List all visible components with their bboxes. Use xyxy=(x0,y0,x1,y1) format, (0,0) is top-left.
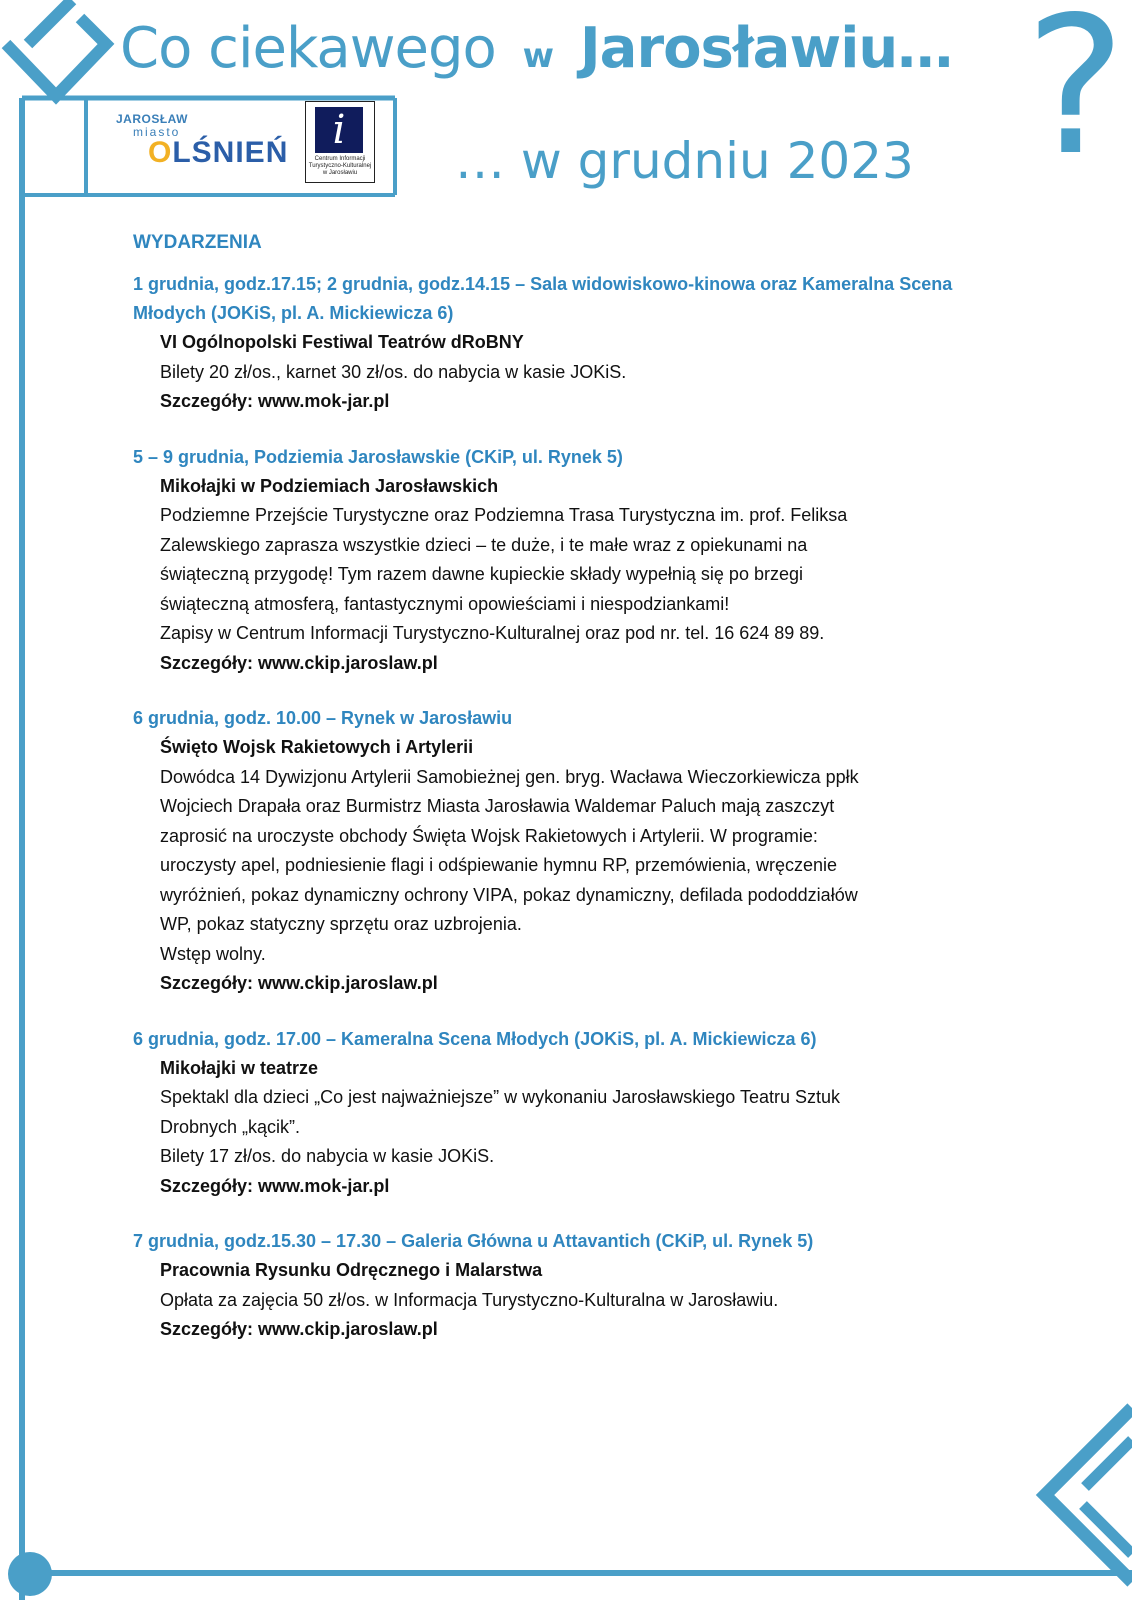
events-list xyxy=(133,270,1003,1345)
event-details-link[interactable]: Szczegóły: www.mok-jar.pl xyxy=(160,391,390,411)
event-name: Święto Wojsk Rakietowych i Artylerii xyxy=(160,737,474,757)
city-logo xyxy=(113,110,289,180)
event-item xyxy=(133,443,1003,679)
event-header: 7 grudnia, godz.15.30 – 17.30 – Galeria Główna u Attavantich (CKiP, ul. Rynek 5) xyxy=(133,1231,814,1251)
event-description-line: Drobnych „kącik”. xyxy=(160,1116,301,1137)
event-item xyxy=(133,1227,1003,1345)
event-header: 6 grudnia, godz. 10.00 – Rynek w Jarosławiu xyxy=(133,708,513,728)
event-body xyxy=(160,328,1003,417)
event-name: Pracownia Rysunku Odręcznego i Malarstwa xyxy=(160,1260,543,1280)
event-details-link[interactable]: Szczegóły: www.ckip.jaroslaw.pl xyxy=(160,652,438,673)
event-item xyxy=(133,704,1003,999)
event-description-line: WP, pokaz statyczny sprzętu oraz uzbrojenia. xyxy=(160,914,522,934)
section-title: WYDARZENIA xyxy=(133,232,262,253)
event-details-link[interactable]: Szczegóły: www.ckip.jaroslaw.pl xyxy=(160,973,438,993)
info-center-logo xyxy=(305,101,375,183)
event-description-line: Wojciech Drapała oraz Burmistrz Miasta Jarosławia Waldemar Paluch mają zaszczyt xyxy=(160,796,835,816)
city-logo-rest: LŚNIEŃ xyxy=(172,136,289,169)
event-description-line: wyróżnień, pokaz dynamiczny ochrony VIPA, pokaz dynamiczny, defilada pododdziałów xyxy=(160,884,858,905)
title-part-2: w xyxy=(522,36,554,76)
event-item xyxy=(133,1025,1003,1202)
city-logo-mid: miasto xyxy=(133,125,181,139)
page-title xyxy=(120,16,1020,89)
event-header: 6 grudnia, godz. 17.00 – Kameralna Scena Młodych (JOKiS, pl. A. Mickiewicza 6) xyxy=(133,1028,817,1049)
event-body xyxy=(160,1054,1003,1202)
event-description-line: Dowódca 14 Dywizjonu Artylerii Samobieżnej gen. bryg. Wacława Wieczorkiewicza ppłk xyxy=(160,766,859,787)
event-name: VI Ogólnopolski Festiwal Teatrów dRoBNY xyxy=(160,332,524,352)
event-description-line: Bilety 17 zł/os. do nabycia w kasie JOKiS. xyxy=(160,1146,495,1166)
city-logo-top: JAROSŁAW xyxy=(116,112,189,126)
city-logo-word xyxy=(148,136,288,170)
event-description-line: Spektakl dla dzieci „Co jest najważniejsze” w wykonaniu Jarosławskiego Teatru Sztuk xyxy=(160,1087,840,1107)
event-description-line: Wstęp wolny. xyxy=(160,943,266,964)
event-body xyxy=(160,472,1003,679)
event-header: 1 grudnia, godz.17.15; 2 grudnia, godz.14.15 – Sala widowiskowo-kinowa oraz Kameralna Scena Młodych (JOKiS, pl. A. Mickiewicza 6) xyxy=(133,274,953,323)
info-center-caption: Centrum Informacji Turystyczno-Kulturalnej w Jarosławiu xyxy=(308,156,372,176)
city-logo-letter: O xyxy=(148,136,173,169)
event-details-link[interactable]: Szczegóły: www.ckip.jaroslaw.pl xyxy=(160,1319,438,1339)
event-description-line: świąteczną atmosferą, fantastycznymi opowieściami i niespodziankami! xyxy=(160,593,730,614)
event-description-line: Opłata za zajęcia 50 zł/os. w Informacja Turystyczno-Kulturalna w Jarosławiu. xyxy=(160,1289,779,1310)
page-subtitle: … w grudniu 2023 xyxy=(455,132,914,190)
event-header: 5 – 9 grudnia, Podziemia Jarosławskie (CKiP, ul. Rynek 5) xyxy=(133,446,623,467)
events-content xyxy=(133,230,1003,1371)
event-description-line: Zapisy w Centrum Informacji Turystyczno-Kulturalnej oraz pod nr. tel. 16 624 89 89. xyxy=(160,623,825,643)
title-part-3: Jarosławiu… xyxy=(579,16,953,81)
event-name: Mikołajki w teatrze xyxy=(160,1057,319,1078)
event-body xyxy=(160,1256,1003,1345)
event-item xyxy=(133,270,1003,417)
event-name: Mikołajki w Podziemiach Jarosławskich xyxy=(160,475,499,496)
event-details-link[interactable]: Szczegóły: www.mok-jar.pl xyxy=(160,1175,390,1196)
event-description-line: zaprosić na uroczyste obchody Święta Wojsk Rakietowych i Artylerii. W programie: xyxy=(160,825,818,846)
event-description-line: uroczysty apel, podniesienie flagi i odśpiewanie hymnu RP, przemówienia, wręczenie xyxy=(160,855,838,875)
event-description-line: świąteczną przygodę! Tym razem dawne kupieckie składy wypełnią się po brzegi xyxy=(160,564,803,584)
event-description-line: Bilety 20 zł/os., karnet 30 zł/os. do nabycia w kasie JOKiS. xyxy=(160,361,627,382)
event-description-line: Zalewskiego zaprasza wszystkie dzieci – te duże, i te małe wraz z opiekunami na xyxy=(160,534,808,555)
title-part-1: Co ciekawego xyxy=(120,16,496,81)
question-mark-icon: ? xyxy=(1025,0,1126,197)
info-icon: i xyxy=(315,107,363,153)
event-description-line: Podziemne Przejście Turystyczne oraz Podziemna Trasa Turystyczna im. prof. Feliksa xyxy=(160,505,848,525)
event-body xyxy=(160,733,1003,999)
